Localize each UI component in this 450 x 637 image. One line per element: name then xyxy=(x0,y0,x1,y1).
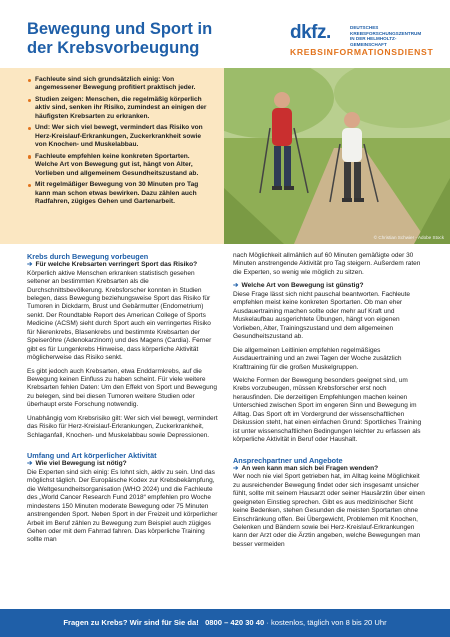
page-title: Bewegung und Sport in der Krebsvorbeugung xyxy=(27,20,213,57)
question-heading xyxy=(27,261,219,270)
key-fact-item: Studien zeigen: Menschen, die regelmäßig körperlich aktiv sind, senken ihr Risiko, zumindest an einigen der häufigsten Krebsarten zu erkranken. xyxy=(28,96,214,121)
arrow-right-icon: ➔ xyxy=(233,464,239,472)
logo-subtitle xyxy=(350,25,430,47)
logo-sub-line: KREBSFORSCHUNGSZENTRUM xyxy=(350,30,422,36)
question-text: Welche Art von Bewegung ist günstig? xyxy=(241,282,364,290)
page-header xyxy=(0,0,450,64)
arrow-right-icon: ➔ xyxy=(27,460,33,468)
question-text: Für welche Krebsarten verringert Sport das Risiko? xyxy=(35,261,198,268)
paragraph: Die allgemeinen Leitlinien empfehlen regelmäßiges Ausdauertraining und an zwei Tagen der Woche zusätzlich Krafttraining für die großen Muskelgruppen. xyxy=(233,346,402,371)
section-heading: Umfang und Art körperlicher Aktivität xyxy=(27,451,157,461)
arrow-right-icon: ➔ xyxy=(27,261,33,268)
left-column xyxy=(27,252,219,550)
section-heading: Ansprechpartner und Angebote xyxy=(233,455,343,465)
photo-illustration xyxy=(224,68,450,244)
key-facts-box xyxy=(0,68,450,244)
question-text: An wen kann man sich bei Fragen wenden? xyxy=(241,464,379,472)
hotline-footer xyxy=(0,609,450,637)
footer-question: Fragen zu Krebs? Wir sind für Sie da! xyxy=(63,618,199,627)
hotline-phone-link[interactable]: 0800 – 420 30 40 xyxy=(205,618,265,627)
question-heading xyxy=(27,460,219,469)
question-text: Wie viel Bewegung ist nötig? xyxy=(35,460,127,468)
right-column xyxy=(233,252,425,554)
question-heading xyxy=(233,465,425,474)
walking-couple-photo xyxy=(224,68,450,244)
paragraph: nach Möglichkeit allmählich auf 60 Minuten gemäßigte oder 30 Minuten anstrengende Aktivität pro Tag steigern. Außerdem raten die Experten, so wenig wie möglich zu sitzen. xyxy=(233,252,421,276)
paragraph: Welche Formen der Bewegung besonders geeignet sind, um Krebs vorzubeugen, müssen Krebsforscher erst noch herausfinden. Die derzeitigen Empfehlungen machen keinen Unterschied zwischen Sport im engeren Sinn und Bewegung im Alltag. Das Sport oft im Vordergrund der wissenschaftlichen Diskussion steht, hat einen einfachen Grund: Sportliches Training ist unter wissenschaftlichen Bedingungen leichter zu erfassen als körperliche Aktivität in Beruf oder Haushalt. xyxy=(233,377,422,444)
section-heading: Krebs durch Bewegung vorbeugen xyxy=(27,252,149,261)
key-fact-item: Mit regelmäßiger Bewegung von 30 Minuten pro Tag kann man schon etwas bewirken. Dazu zählen auch Radfahren, zügiges Gehen und Gartenarbeit. xyxy=(28,181,214,206)
paragraph: Wer noch nie viel Sport getrieben hat, im Alltag keine Möglichkeit zu ausreichender Bewegung findet oder sich insgesamt unsicher fühlt, sollte mit seinem Hausarzt oder seiner Hausärztin über einen geeigneten Einstieg sprechen. Gibt es aus medizinischer Sicht keine Bedenken, stehen Gesunden die meisten Sportarten ohne Einschränkung offen. Bei Übergewicht, Problemen mit Knochen, Gelenken und Bändern sowie bei Herz-Kreislauf-Erkrankungen kann der Arzt oder die Ärztin angeben, welche Bewegungen man besser vermeiden xyxy=(233,473,425,548)
paragraph: Unabhängig vom Krebsrisiko gilt: Wer sich viel bewegt, vermindert das Risiko für Herz-Kreislauf-Erkrankungen, Zuckerkrankheit, Schlaganfall, Knochen- und Muskelabbau sowie Depressionen. xyxy=(27,414,218,439)
arrow-right-icon: ➔ xyxy=(233,282,239,290)
question-heading xyxy=(233,282,425,291)
key-fact-item: Und: Wer sich viel bewegt, vermindert das Risiko von Herz-Kreislauf-Erkrankungen, Zuckerkrankheit sowie von Knochen- und Muskelabbau. xyxy=(28,124,214,149)
logo-sub-line: IN DER HELMHOLTZ-GEMEINSCHAFT xyxy=(350,36,397,47)
key-fact-item: Fachleute empfehlen keine konkreten Sportarten. Welche Art von Bewegung gut ist, hängt von Alter, Vorlieben und allgemeinem Gesundheitszustand ab. xyxy=(28,153,214,178)
paragraph: Die Experten sind sich einig: Es lohnt sich, aktiv zu sein. Und das möglichst täglich. Der Europäische Kodex zur Krebsbekämpfung, die Weltgesundheitsorganisation (WHO 2024) und die Fachleute des „World Cancer Research Fund 2018“ empfehlen pro Woche mindestens 150 Minuten moderate Bewegung oder 75 Minuten anstrengenden Sport. Neben Sport in der Freizeit und körperlicher Arbeit im Beruf zählen zu Bewegung zum Beispiel auch zügiges Gehen oder mit dem Fahrrad fahren. Das körperliche Training sollte man xyxy=(27,468,218,544)
footer-note: · kostenlos, täglich von 8 bis 20 Uhr xyxy=(266,618,387,627)
photo-credit: © Christian Schwier - Adobe Stock xyxy=(373,235,444,240)
service-name: KREBSINFORMATIONSDIENST xyxy=(290,47,434,57)
paragraph: Diese Frage lässt sich nicht pauschal beantworten. Fachleute empfehlen meist keine konkreten Sportarten. Ob man eher Ausdauertraining machen sollte oder mehr auf Kraft und Muskelaufbau ausgerichtete Übungen, hängt von eigenen Vorlieben, Alter, Trainingszustand und dem allgemeinen Gesundheitszustand ab. xyxy=(233,290,411,341)
paragraph: Es gibt jedoch auch Krebsarten, etwa Enddarmkrebs, auf die Bewegung keinen Einfluss zu haben scheint. Für viele weitere Krebsarten fehlen Daten: Um den Effekt von Sport und Bewegung zu belegen, sind bei diesen Tumoren weitere Studien oder überhaupt erste Forschung notwendig. xyxy=(27,367,217,409)
key-fact-item: Fachleute sind sich grundsätzlich einig: Von angemessener Bewegung profitiert praktisch jeder. xyxy=(28,76,214,93)
key-facts-list xyxy=(28,76,214,210)
paragraph: Körperlich aktive Menschen erkranken statistisch gesehen seltener an bestimmten Krebsarten als die Durchschnittsbevölkerung. Krebsforscher konnten in Studien belegen, dass Bewegung beziehungsweise Sport das Risiko für Tumoren in Dickdarm, Brust und Gebärmutter (Endometrium) senkt. Der Roundtable Report des American College of Sports Medicine (ACSM) sieht durch Sport auch ein verringertes Risiko für Nierenkrebs, Blasenkrebs und bestimmte Krebsarten der Speiseröhre (Adenokarzinom) und des Magens (Cardia). Ferner gibt es für Lungenkrebs Hinweise, dass körperliche Aktivität möglicherweise das Risiko senkt. xyxy=(27,269,212,362)
logo-mark: dkfz. xyxy=(290,22,331,43)
dkfz-logo xyxy=(290,22,440,62)
logo-sub-line: DEUTSCHES xyxy=(350,25,379,30)
